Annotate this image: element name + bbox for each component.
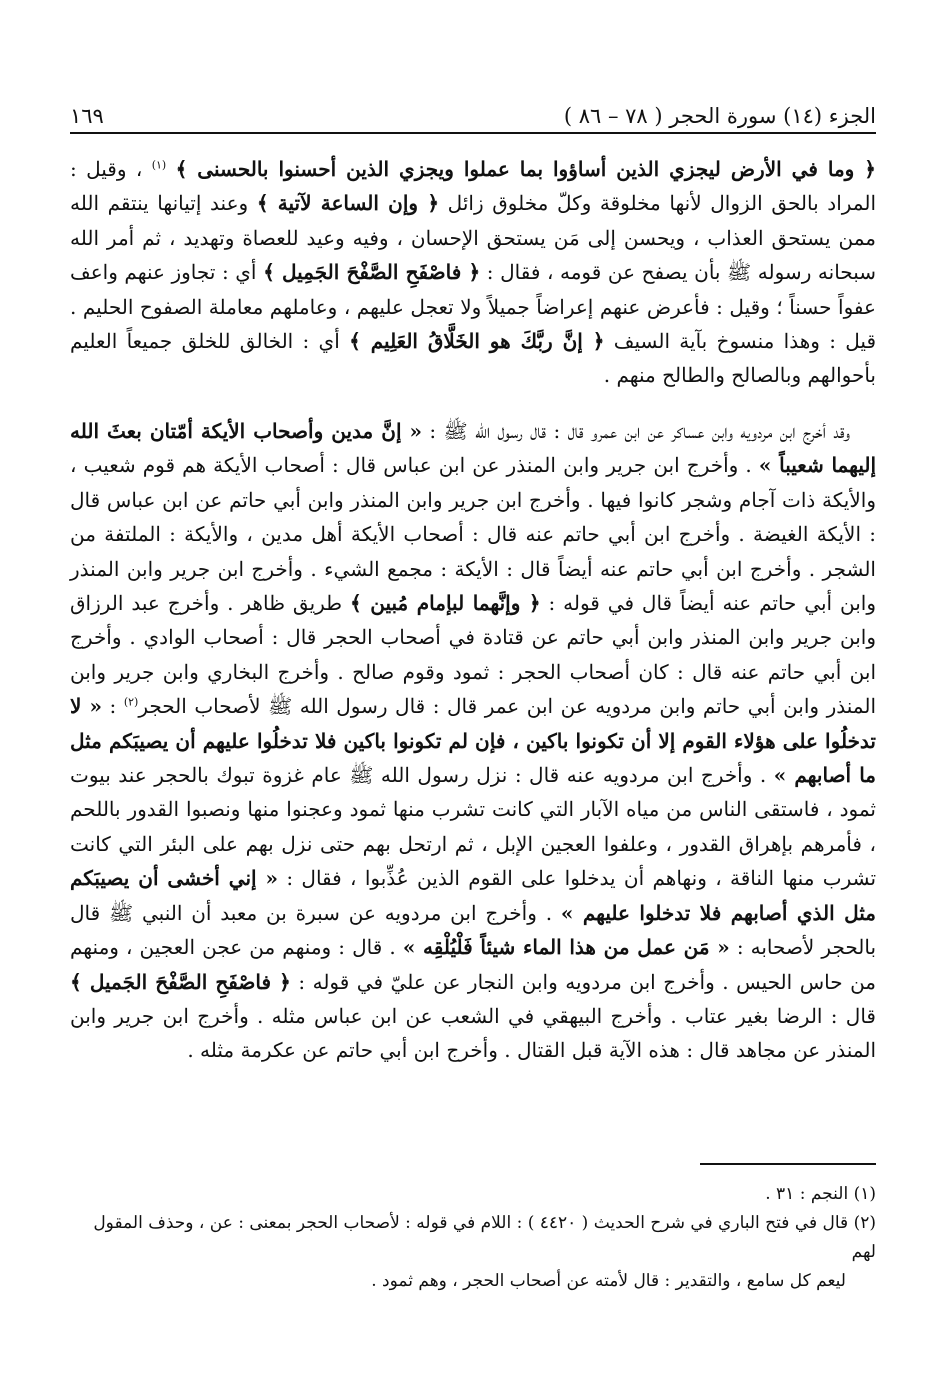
page-number: ١٦٩ <box>70 104 104 128</box>
paragraph-tafsir <box>70 152 876 393</box>
text-run: وقد أخرج ابن مردويه وابن عساكر عن ابن عمرو قال : قال رسول الله ﷺ : <box>429 419 851 443</box>
text-run: . وأخرج ابن مردويه عن سبرة بن معبد أن النبي ﷺ قال بالحجر لأصحابه : <box>70 900 877 960</box>
footnote-ref-2[interactable]: (٢) <box>123 695 139 709</box>
text-run: . وأخرج ابن جرير وابن المنذر عن ابن عباس قال : أصحاب الأيكة هم قوم شعيب ، والأيكة ذات آجام وشجر كانوا فيها . وأخرج ابن جرير وابن المنذر وابن أبي حاتم عن ابن عباس قال : الأيكة الغيضة . وأخرج ابن أبي حاتم عنه قال : أصحاب الأيكة أهل مدين ، والأيكة : الملتفة من الشجر . وأخرج ابن أبي حاتم عنه أيضاً قال : الأيكة : مجمع الشيء . وأخرج ابن جرير وابن المنذر وابن أبي حاتم عنه أيضاً قال في قوله : <box>70 453 877 616</box>
footnote-ref-1[interactable]: (١) <box>151 158 167 172</box>
text-run: قال : الرضا بغير عتاب . وأخرج البيهقي في الشعب عن ابن عباس مثله . وأخرج ابن جرير وابن المنذر عن مجاهد قال : هذه الآية قبل القتال . وأخرج ابن أبي حاتم عن عكرمة مثله . <box>70 1003 876 1063</box>
quran-verse: ﴿ وإن الساعة لآتية ﴾ <box>256 191 440 216</box>
quran-verse: ﴿ وما في الأرض ليجزي الذين أساؤوا بما عملوا ويجزي الذين أحسنوا بالحسنى ﴾ <box>175 157 877 181</box>
quran-verse: ﴿ فاصْفَحِ الصَّفْحَ الجَميل ﴾ <box>70 969 291 994</box>
quran-verse: ﴿ إنَّ ربَّكَ هو الخَلَّاقُ العَلِيم ﴾ <box>349 329 605 354</box>
footnotes <box>70 1180 876 1296</box>
page-header <box>70 88 876 132</box>
footnote-rule <box>700 1163 876 1165</box>
text-run: وعند إتيانها ينتقم الله ممن يستحق العذاب ، ويحسن إلى مَن يستحق الإحسان ، وفيه وعيد للعصاة وتهديد ، ثم أمر الله سبحانه رسوله ﷺ بأن يصفح عن قومه ، فقال : <box>70 191 877 285</box>
text-run: ، وقيل : المراد بالحق الزوال لأنها مخلوقة وكلّ مخلوق زائل <box>70 157 877 216</box>
footnote-2-line-1: (٢) قال في فتح الباري في شرح الحديث ( ٤٤٢٠ ) : اللام في قوله : لأصحاب الحجر بمعنى : عن ، وحذف المقول لهم <box>93 1213 876 1262</box>
footnote-1: (١) النجم : ٣١ . <box>765 1184 876 1204</box>
paragraph-narrations <box>70 414 876 1068</box>
text-run: . قال : ومنهم من عجن العجين ، ومنهم من حاس الحيس . وأخرج ابن مردويه وابن النجار عن عليّ في قوله : <box>70 935 877 994</box>
text-run: طريق ظاهر . وأخرج عبد الرزاق وابن جرير وابن المنذر وابن أبي حاتم عن قتادة في أصحاب الحجر قال : أصحاب الوادي . وأخرج ابن أبي حاتم عنه قال : كان أصحاب الحجر : ثمود وقوم صالح . وأخرج البخاري وابن جرير وابن المنذر وابن أبي حاتم وابن مردويه عن ابن عمر قال : قال رسول الله ﷺ لأصحاب الحجر <box>70 591 876 719</box>
quran-verse: ﴿ وإنَّهما لبإمام مُبين ﴾ <box>350 591 541 616</box>
text-run: أي : الخالق للخلق جميعاً العليم بأحوالهم وبالصالح والطالح منهم . <box>70 329 876 388</box>
quran-verse: ﴿ فاصْفَحِ الصَّفْحَ الجَمِيل ﴾ <box>263 260 481 285</box>
hadith-quote: « إنَّ مدين وأصحاب الأيكة أمّتان بعثَ الله إليهما شعيباً » <box>70 419 877 478</box>
header-rule <box>70 132 876 134</box>
hadith-quote: « مَن عمل من هذا الماء شيئاً فَلْيُلْقِه » <box>402 935 730 960</box>
text-run: : <box>109 694 117 719</box>
text-run: . وأخرج ابن مردويه عنه قال : نزل رسول الله ﷺ عام غزوة تبوك بالحجر عند بيوت ثمود ، فاستقى الناس من مياه الآبار التي كانت تشرب منها ثمود وعجنوا منها ونصبوا القدور باللحم ، فأمرهم بإهراق القدور ، وعلفوا العجين الإبل ، ثم ارتحل بهم حتى نزل بهم على البئر التي كانت تشرب منها الناقة ، ونهاهم أن يدخلوا على القوم الذين عُذِّبوا ، فقال : <box>70 763 877 891</box>
hadith-quote: « إني أخشى أن يصيبَكم مثل الذي أصابهم فلا تدخلوا عليهم » <box>70 866 876 925</box>
hadith-quote: « لا تدخلُوا على هؤلاء القوم إلا أن تكونوا باكين ، فإن لم تكونوا باكين فلا تدخلُوا عليهم أن يصيبَكم مثل ما أصابهم » <box>70 694 877 788</box>
running-title: الجزء (١٤) سورة الحجر ( ٧٨ – ٨٦ ) <box>563 104 876 128</box>
text-run: أي : تجاوز عنهم واعف عفواً حسناً ؛ وقيل : فأعرض عنهم إعراضاً جميلاً ولا تعجل عليهم ، وعاملهم معاملة الصفوح الحليم . قيل : وهذا منسوخ بآية السيف <box>70 260 877 354</box>
footnote-2-line-2: ليعم كل سامع ، والتقدير : قال لأمته عن أصحاب الحجر ، وهم ثمود . <box>371 1271 846 1291</box>
